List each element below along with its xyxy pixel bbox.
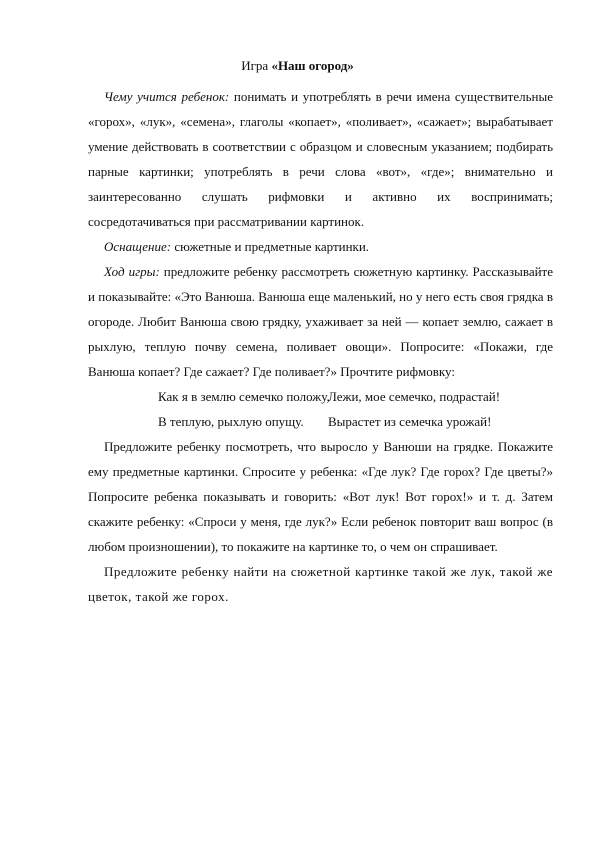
show-pictures-paragraph: Предложите ребенку посмотреть, что выросло у Ванюши на грядке. Покажите ему предметные картинки. Спросите у ребенка: «Где лук? Где горох? Где цветы?» Попросите ребенка показывать и говорить: «Вот лук! Вот горох!» и т. д. Затем скажите ребенку: «Спроси у меня, где лук?» Если ребенок повторит ваш вопрос (в любом произношении), то покажите на картинке то, о чем он спрашивает.	[88, 439, 553, 554]
learns-label: Чему учится ребенок:	[104, 89, 230, 104]
document-title	[0, 57, 595, 75]
document-body	[88, 84, 553, 609]
poem-line-2	[88, 409, 553, 434]
course-paragraph	[88, 259, 553, 384]
game-name: «Наш огород»	[271, 58, 354, 73]
find-picture-paragraph: Предложите ребенку найти на сюжетной картинке такой же лук, такой же цветок, такой же горох.	[88, 564, 553, 604]
course-text: предложите ребенку рассмотреть сюжетную картинку. Рассказывайте и показывайте: «Это Ванюша. Ванюша еще маленький, но у него есть своя грядка в огороде. Любит Ванюша свою грядку, ухаживает за ней — копает землю, сажает в рыхлую, теплую почву семена, поливает овощи». Попросите: «Покажи, где Ванюша копает? Где сажает? Где поливает?» Прочтите рифмовку:	[88, 264, 553, 379]
poem-line-1-right: Лежи, мое семечко, подрастай!	[328, 389, 501, 404]
poem-line-1-left: Как я в землю семечко положу,	[158, 389, 330, 404]
poem-line-1	[88, 384, 553, 409]
title-prefix: Игра	[241, 58, 272, 73]
equipment-text: сюжетные и предметные картинки.	[171, 239, 370, 254]
course-label: Ход игры:	[104, 264, 160, 279]
learns-text: понимать и употреблять в речи имена существительные «горох», «лук», «семена», глаголы «копает», «поливает», «сажает»; вырабатывает умение действовать в соответствии с образцом и словесным указанием; подбирать парные картинки; употреблять в речи слова «вот», «где»; внимательно и заинтересованно слушать рифмовки и активно их воспринимать; сосредотачиваться при рассматривании картинок.	[88, 89, 553, 229]
equipment-paragraph	[88, 234, 553, 259]
learns-paragraph	[88, 84, 553, 234]
poem-line-2-left: В теплую, рыхлую опущу.	[158, 414, 304, 429]
poem-line-2-right: Вырастет из семечка урожай!	[328, 414, 492, 429]
equipment-label: Оснащение:	[104, 239, 172, 254]
